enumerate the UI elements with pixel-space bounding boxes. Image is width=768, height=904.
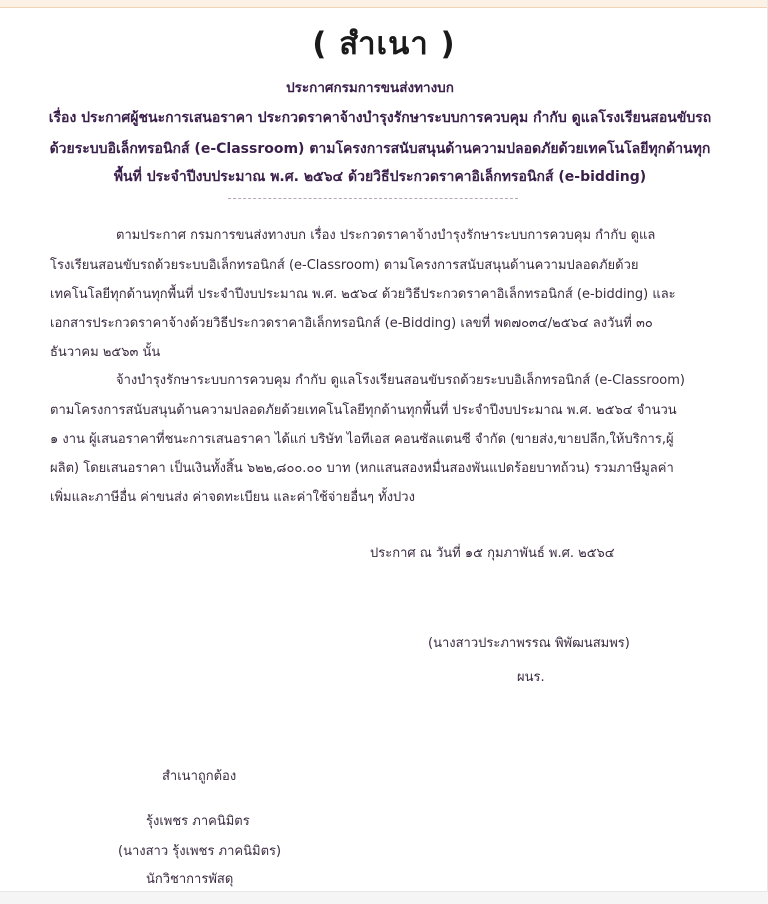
signatory-name: (นางสาวประภาพรรณ พิพัฒนสมพร) [428,636,630,651]
bottom-scroll-area [0,891,768,904]
paragraph-2-line-4: ผลิต) โดยเสนอราคา เป็นเงินทั้งสิ้น ๖๒๒,๘๐๐.๐๐ บาท (หกแสนสองหมื่นสองพันแปดร้อยบาทถ้วน) รวมภาษีมูลค่า [50,461,674,476]
certifier-name: (นางสาว รุ้งเพชร ภาคนิมิตร) [118,844,282,859]
subject-line-3: พื้นที่ ประจำปีงบประมาณ พ.ศ. ๒๕๖๔ ด้วยวิธีประกวดราคาอิเล็กทรอนิกส์ (e-bidding) [113,169,647,185]
paragraph-1-line-3: เทคโนโลยีทุกด้านทุกพื้นที่ ประจำปีงบประมาณ พ.ศ. ๒๕๖๔ ด้วยวิธีประกวดราคาอิเล็กทรอนิกส์ (e-bidding) และ [50,287,676,302]
certifier-position: นักวิชาการพัสดุ [146,872,234,887]
paragraph-1-line-5: ธันวาคม ๒๕๖๓ นั้น [50,345,161,360]
paragraph-2-line-5: เพิ่มและภาษีอื่น ค่าขนส่ง ค่าจดทะเบียน และค่าใช้จ่ายอื่นๆ ทั้งปวง [50,490,415,505]
divider-line [228,198,518,199]
paragraph-1-line-2: โรงเรียนสอนขับรถด้วยระบบอิเล็กทรอนิกส์ (e-Classroom) ตามโครงการสนับสนุนด้านความปลอดภัยด้วย [50,258,639,273]
paragraph-2-line-3: ๑ งาน ผู้เสนอราคาที่ชนะการเสนอราคา ได้แก่ บริษัท ไอทีเอส คอนซัลแตนซี จำกัด (ขายส่ง,ขายปลีก,ให้บริการ,ผู้ [50,432,674,447]
announce-date: ประกาศ ณ วันที่ ๑๕ กุมภาพันธ์ พ.ศ. ๒๕๖๔ [370,546,615,561]
subject-line-2: ด้วยระบบอิเล็กทรอนิกส์ (e-Classroom) ตามโครงการสนับสนุนด้านความปลอดภัยด้วยเทคโนโลยีทุกด้านทุก [49,141,711,157]
top-border [0,0,768,8]
paragraph-1-line-1: ตามประกาศ กรมการขนส่งทางบก เรื่อง ประกวดราคาจ้างบำรุงรักษาระบบการควบคุม กำกับ ดูแล [116,228,656,243]
copy-stamp: ( สำเนา ) [312,26,456,62]
certified-copy-label: สำเนาถูกต้อง [162,769,237,784]
signatory-position: ผนร. [517,670,545,685]
subject-line-1: เรื่อง ประกาศผู้ชนะการเสนอราคา ประกวดราคาจ้างบำรุงรักษาระบบการควบคุม กำกับ ดูแลโรงเรียนสอนขับรถ [48,110,712,126]
agency-title: ประกาศกรมการขนส่งทางบก [286,80,454,96]
paragraph-2-line-2: ตามโครงการสนับสนุนด้านความปลอดภัยด้วยเทคโนโลยีทุกด้านทุกพื้นที่ ประจำปีงบประมาณ พ.ศ. ๒๕๖๔ จำนวน [50,403,677,418]
certifier-signature: รุ้งเพชร ภาคนิมิตร [146,814,250,829]
paragraph-1-line-4: เอกสารประกวดราคาจ้างด้วยวิธีประกวดราคาอิเล็กทรอนิกส์ (e-Bidding) เลขที่ พด๗๐๓๔/๒๕๖๔ ลงวันที่ ๓๐ [50,316,653,331]
paragraph-2-line-1: จ้างบำรุงรักษาระบบการควบคุม กำกับ ดูแลโรงเรียนสอนขับรถด้วยระบบอิเล็กทรอนิกส์ (e-Classroom) [116,373,685,388]
